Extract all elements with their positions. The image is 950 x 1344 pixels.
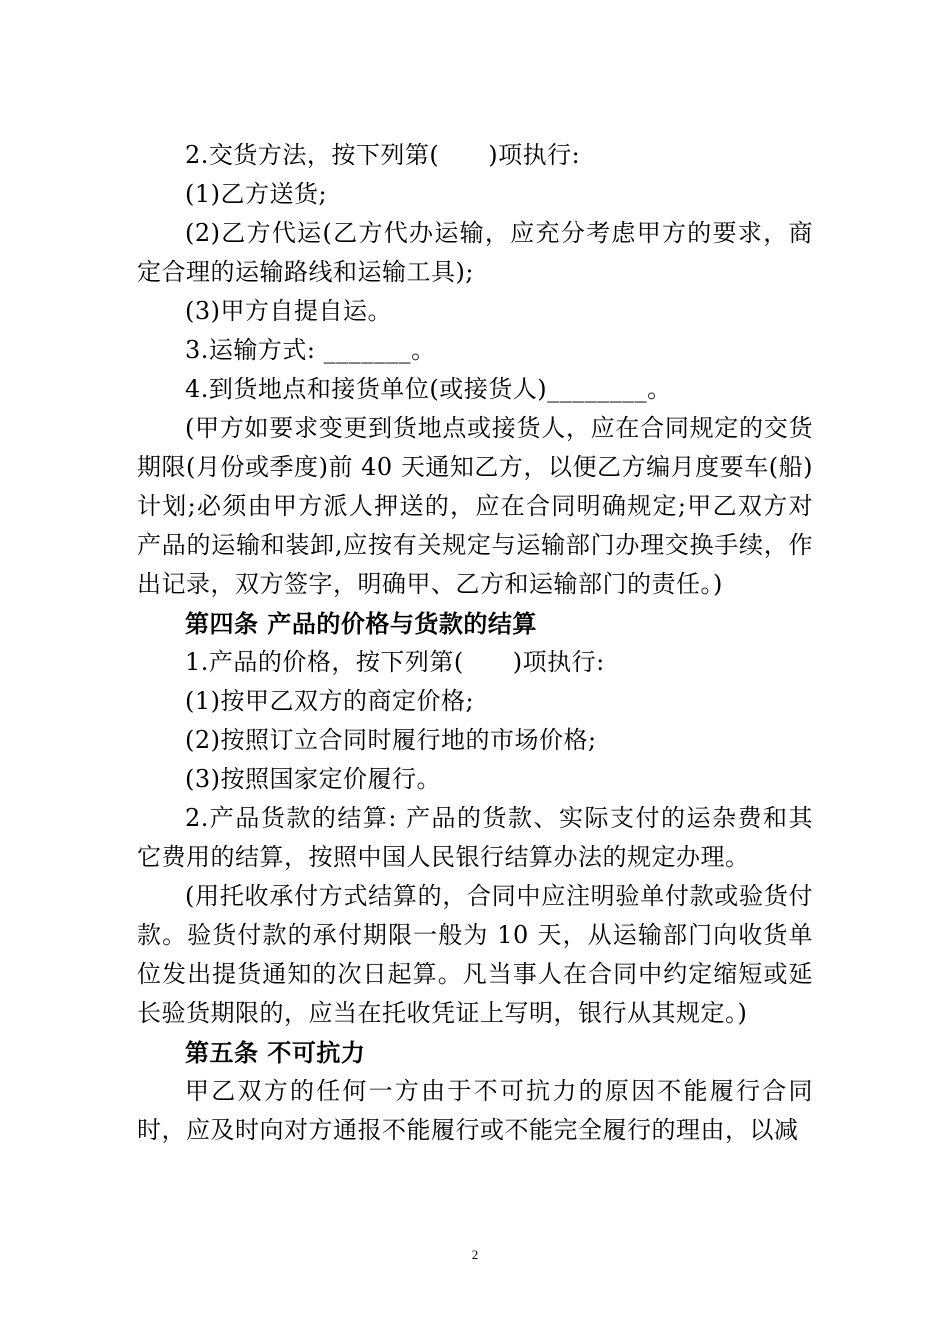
- article-4-heading: 第四条 产品的价格与货款的结算: [185, 609, 537, 638]
- delivery-option-2: (2)乙方代运(乙方代办运输，应充分考虑甲方的要求，商定合理的运输路线和运输工具);: [137, 219, 813, 286]
- price-option-3: (3)按照国家定价履行。: [185, 765, 441, 793]
- document-body: [137, 136, 813, 1150]
- transport-mode-clause: 3.运输方式: _______。: [185, 336, 436, 364]
- delivery-option-3: (3)甲方自提自运。: [185, 297, 392, 325]
- page-number: 2: [471, 1247, 479, 1262]
- settlement-clause: 2.产品货款的结算: 产品的货款、实际支付的运杂费和其它费用的结算，按照中国人民银行结算办法的规定办理。: [137, 804, 813, 871]
- delivery-method-clause: 2.交货方法，按下列第( )项执行:: [185, 141, 581, 169]
- price-option-1: (1)按甲乙双方的商定价格;: [185, 687, 475, 715]
- price-clause: 1.产品的价格，按下列第( )项执行:: [185, 648, 605, 676]
- force-majeure-clause: 甲乙双方的任何一方由于不可抗力的原因不能履行合同时，应及时向对方通报不能履行或不能完全履行的理由，以减: [137, 1077, 813, 1144]
- price-option-2: (2)按照订立合同时履行地的市场价格;: [185, 726, 597, 754]
- destination-clause: 4.到货地点和接货单位(或接货人)________。: [185, 375, 672, 403]
- transport-note: (甲方如要求变更到货地点或接货人，应在合同规定的交货期限(月份或季度)前 40 天通知乙方，以便乙方编月度要车(船)计划;必须由甲方派人押送的，应在合同明确规定;甲乙双方对产品的运输和装卸,应按有关规定与运输部门办理交换手续，作出记录，双方签字，明确甲、乙方和运输部门的责任。): [137, 414, 813, 598]
- delivery-option-1: (1)乙方送货;: [185, 180, 328, 208]
- article-5-heading: 第五条 不可抗力: [185, 1038, 366, 1067]
- settlement-note: (用托收承付方式结算的，合同中应注明验单付款或验货付款。验货付款的承付期限一般为 10 天，从运输部门向收货单位发出提货通知的次日起算。凡当事人在合同中约定缩短或延长验货期限的，应当在托收凭证上写明，银行从其规定。): [137, 882, 813, 1027]
